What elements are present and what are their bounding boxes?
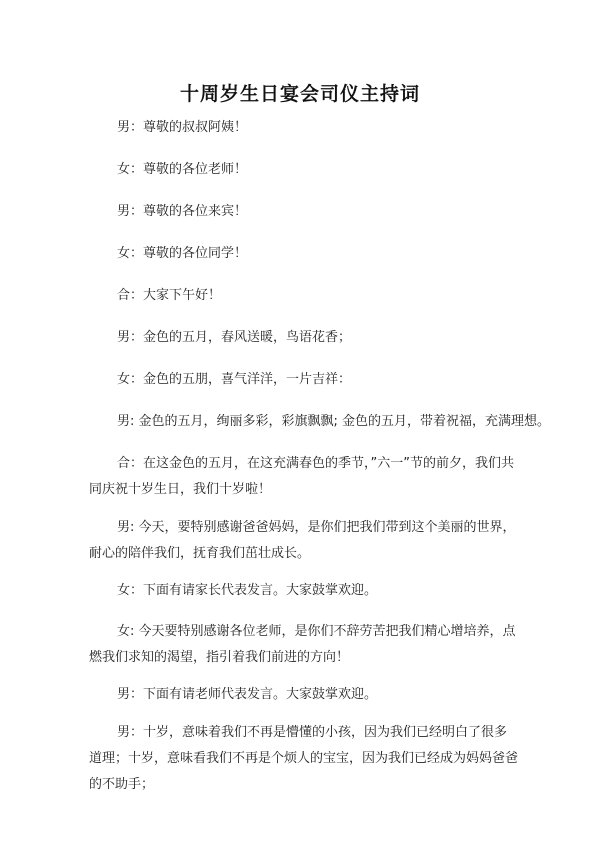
paragraph-parent-speech: 女：下面有请家长代表发言。大家鼓掌欢迎。: [117, 583, 378, 598]
paragraph-ten-years: 男：十岁，意味着我们不再是懵懂的小孩，因为我们已经明白了很多道理；十岁，意味看我们不再是个烦人的宝宝，因为我们已经成为妈妈爸爸的不助手；: [89, 725, 519, 792]
paragraph-greeting-3: 男：尊敬的各位来宾！: [117, 204, 248, 219]
paragraph-thank-teachers: 女: 今天要特别感谢各位老师，是你们不辞劳苦把我们精心增培养，点燃我们求知的渴望，指引着我们前进的方向！: [89, 624, 516, 665]
paragraph-thank-parents: 男: 今天，要特别感谢爸爸妈妈，是你们把我们带到这个美丽的世界，耐心的陪伴我们，抚育我们茁壮成长。: [89, 520, 516, 561]
paragraph-celebrate: 合：在这金色的五月，在这充满春色的季节，”六一”节的前夕，我们共同庆祝十岁生日，我们十岁啦！: [89, 456, 514, 497]
paragraph-greeting-1: 男：尊敬的叔叔阿姨！: [117, 120, 248, 135]
document-title: 十周岁生日宴会司仪主持词: [179, 83, 420, 105]
paragraph-greeting-2: 女：尊敬的各位老师！: [117, 162, 248, 177]
paragraph-may-2: 女：金色的五朋，喜气洋洋，一片吉祥：: [117, 372, 352, 387]
paragraph-may-1: 男：金色的五月，春风送暖，鸟语花香；: [117, 330, 352, 345]
paragraph-greeting-4: 女：尊敬的各位同学！: [117, 246, 248, 261]
paragraph-greeting-all: 合：大家下午好！: [117, 288, 222, 303]
paragraph-teacher-speech: 男：下面有请老师代表发言。大家鼓掌欢迎。: [117, 687, 378, 702]
paragraph-may-3: 男: 金色的五月，绚丽多彩，彩旗飘飘; 金色的五月，带着祝福，充满理想。: [117, 414, 551, 429]
